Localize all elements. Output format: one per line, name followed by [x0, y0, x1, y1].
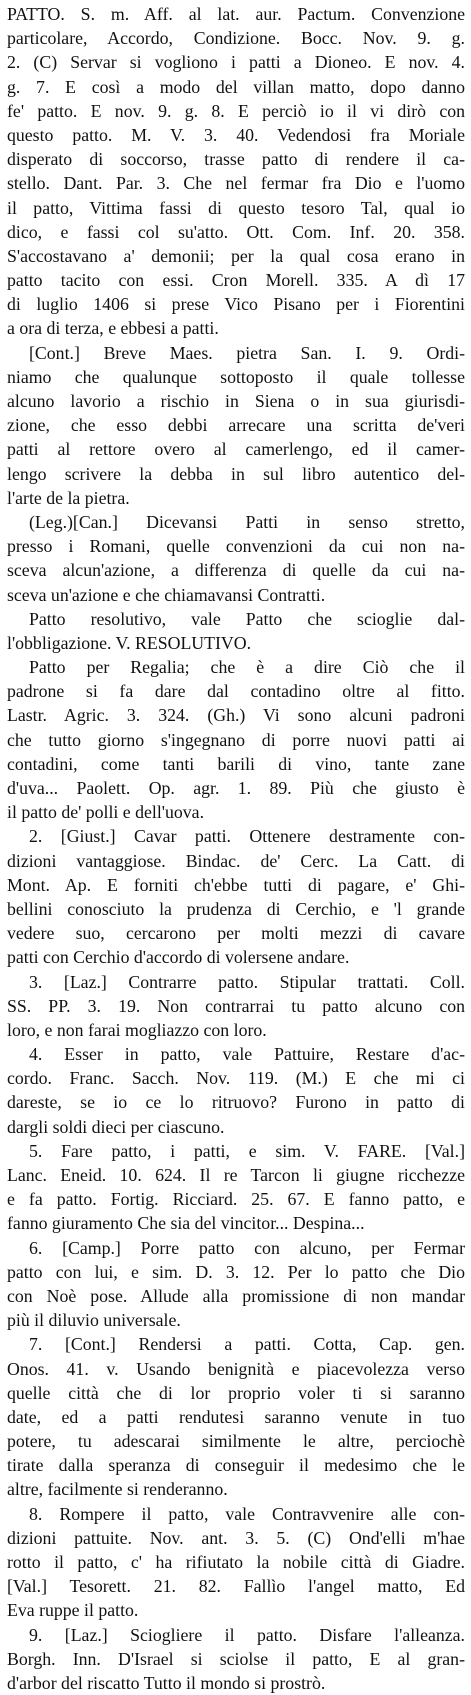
text-line: d'arbor del riscatto Tutto il mondo si prostrò.	[7, 1672, 326, 1693]
text-line: contadini, come tanti barili di vino, tante zane	[7, 753, 465, 774]
text-line: questo patto. M. V. 3. 40. Vedendosi fra Moriale	[7, 124, 465, 145]
paragraph-cont	[7, 341, 465, 510]
paragraph-sense-4	[7, 1042, 465, 1139]
text-line: bellini conosciuto la prudenza di Cerchio, e 'l grande	[7, 898, 465, 919]
text-line: dico, e fassi col su'atto. Ott. Com. Inf. 20. 358.	[7, 221, 465, 242]
text-line: che tutto giorno s'ingegnano di porre nuovi patti ai	[7, 729, 465, 750]
text-line: 6. [Camp.] Porre patto con alcuno, per Fermar	[29, 1237, 465, 1258]
text-line: sceva un'azione e che chiamavansi Contratti.	[7, 584, 326, 605]
text-line: disperato di soccorso, trasse patto di rendere il ca-	[7, 149, 465, 170]
text-line: fe' patto. E nov. 9. g. 8. E perciò io il vi dirò con	[7, 100, 465, 121]
text-line: a ora di terza, e ebbesi a patti.	[7, 318, 219, 339]
paragraph-sense-6	[7, 1236, 465, 1333]
text-line: stello. Dant. Par. 3. Che nel fermar fra Dio e l'uomo	[7, 173, 465, 194]
text-line: Onos. 41. v. Usando benignità e piacevolezza verso	[7, 1358, 465, 1379]
text-line: [Val.] Tesorett. 21. 82. Fallìo l'angel matto, Ed	[7, 1576, 465, 1597]
paragraph-sense-5	[7, 1139, 465, 1236]
text-line: patti con Cerchio d'accordo di volersene andare.	[7, 947, 350, 968]
text-line: Borgh. Inn. D'Israel si sciolse il patto, E al gran-	[7, 1648, 465, 1669]
text-line: 2. [Giust.] Cavar patti. Ottenere destramente con-	[29, 826, 465, 847]
text-line: sceva alcun'azione, a differenza di quelle da cui na-	[7, 560, 465, 581]
text-line: 8. Rompere il patto, vale Contravvenire alle con-	[29, 1503, 465, 1524]
text-line: il patto, Vittima fassi di questo tesoro Tal, qual io	[7, 197, 465, 218]
text-line: 2. (C) Servar si vogliono i patti a Dioneo. E nov. 4.	[7, 52, 465, 73]
text-line: potere, tu adescarai similmente le altre, perciochè	[7, 1431, 465, 1452]
text-line: alcuno lavorio a rischio in Siena o in sua giurisdi-	[7, 391, 465, 411]
entry-patto	[7, 2, 465, 341]
paragraph-sense-7	[7, 1332, 465, 1501]
text-line: più il diluvio universale.	[7, 1310, 181, 1331]
text-line: l'obbligazione. V. RESOLUTIVO.	[7, 632, 252, 653]
paragraph-patto-per-regalia	[7, 655, 465, 824]
paragraph-sense-3	[7, 970, 465, 1043]
text-line: padrone si fa dare dal contadino oltre al fitto.	[7, 681, 465, 702]
text-line: Mont. Ap. E forniti ch'ebbe tutti di pagare, e' Ghi-	[7, 874, 465, 895]
text-line: Patto resolutivo, vale Patto che scioglie dal-	[29, 608, 465, 629]
text-line: patto tacito con essi. Cron Morell. 335. A dì 17	[7, 270, 465, 291]
text-line: patto con lui, e sim. D. 3. 12. Per lo patto che Dio	[7, 1261, 465, 1282]
text-line: SS. PP. 3. 19. Non contrarrai tu patto alcuno con	[7, 995, 465, 1016]
text-line: il patto de' polli e dell'uova.	[7, 802, 205, 823]
text-line: dizioni pattuite. Nov. ant. 3. 5. (C) Ond'elli m'hae	[7, 1527, 465, 1548]
text-line: g. 7. E così a modo del villan matto, dopo danno	[7, 76, 465, 97]
text-line: 9. [Laz.] Sciogliere il patto. Disfare l'alleanza.	[29, 1624, 465, 1645]
text-line: vedere suo, cercarono per molti mezzi di cavare	[7, 923, 465, 944]
text-line: S'accostavano a' demonii; per la qual cosa erano in	[7, 245, 465, 266]
text-line: niamo che qualunque sottoposto il quale tollesse	[7, 366, 465, 387]
text-line: particolare, Accordo, Condizione. Bocc. Nov. 9. g.	[7, 28, 465, 49]
text-line: 7. [Cont.] Rendersi a patti. Cotta, Cap. gen.	[29, 1334, 465, 1355]
text-line: l'arte de la pietra.	[7, 487, 130, 508]
text-line: Patto per Regalia; che è a dire Ciò che il	[29, 657, 465, 678]
text-line: dizioni vantaggiose. Bindac. de' Cerc. La Catt. di	[7, 850, 465, 871]
text-line: Eva ruppe il patto.	[7, 1600, 139, 1621]
text-line: [Cont.] Breve Maes. pietra San. I. 9. Ordi-	[29, 342, 465, 363]
text-line: Lanc. Eneid. 10. 624. Il re Tarcon li giugne ricchezze	[7, 1165, 465, 1185]
paragraph-patto-resolutivo	[7, 607, 465, 655]
paragraph-sense-9	[7, 1623, 465, 1695]
text-line: date, ed a patti rendutesi saranno venute in tuo	[7, 1406, 465, 1427]
text-line: 3. [Laz.] Contrarre patto. Stipular trattati. Coll.	[29, 971, 465, 992]
text-line: quelle città che di lor proprio voler ti si saranno	[7, 1382, 465, 1403]
text-line: cordo. Franc. Sacch. Nov. 119. (M.) E che mi ci	[7, 1068, 465, 1089]
text-line: presso i Romani, quelle convenzioni da cui non na-	[7, 536, 465, 557]
text-line: d'uva... Paolett. Op. agr. 1. 89. Più che giusto è	[7, 778, 465, 798]
text-line: con Noè pose. Allude alla promissione di non mandar	[7, 1285, 465, 1306]
text-line: patti al rettore overo al camerlengo, ed il camer-	[7, 439, 465, 460]
text-line: tirate dalla speranza di conseguir il medesimo che le	[7, 1455, 465, 1476]
paragraph-sense-2	[7, 824, 465, 969]
text-line: 5. Fare patto, i patti, e sim. V. FARE. [Val.]	[29, 1140, 465, 1161]
text-line: di luglio 1406 si prese Vico Pisano per i Fiorentini	[7, 294, 465, 315]
text-line: Lastr. Agric. 3. 324. (Gh.) Vi sono alcuni padroni	[7, 705, 465, 726]
text-line: 4. Esser in patto, vale Pattuire, Restare d'ac-	[29, 1044, 465, 1065]
text-line: dareste, se io ce lo ritruovo? Furono in patto di	[7, 1092, 465, 1113]
text-line: e fa patto. Fortig. Ricciard. 25. 67. E fanno patto, e	[7, 1189, 465, 1210]
text-line: PATTO. S. m. Aff. al lat. aur. Pactum. Convenzione	[7, 4, 465, 24]
text-line: (Leg.)[Can.] Dicevansi Patti in senso stretto,	[29, 511, 465, 532]
text-line: rotto il patto, c' ha rifiutato la nobile città di Giadre.	[7, 1552, 465, 1572]
text-line: zione, che esso debbi arrecare una scritta de'veri	[7, 415, 465, 436]
paragraph-leg-can	[7, 510, 465, 607]
text-line: loro, e non farai mogliazzo con loro.	[7, 1019, 267, 1040]
text-line: lengo scrivere la debba in sul libro autentico del-	[7, 463, 465, 484]
text-line: dargli soldi dieci per ciascuno.	[7, 1116, 225, 1137]
text-line: fanno giuramento Che sia del vincitor... Despina...	[7, 1213, 365, 1234]
text-line: altre, facilmente si renderanno.	[7, 1479, 228, 1500]
paragraph-sense-8	[7, 1502, 465, 1623]
